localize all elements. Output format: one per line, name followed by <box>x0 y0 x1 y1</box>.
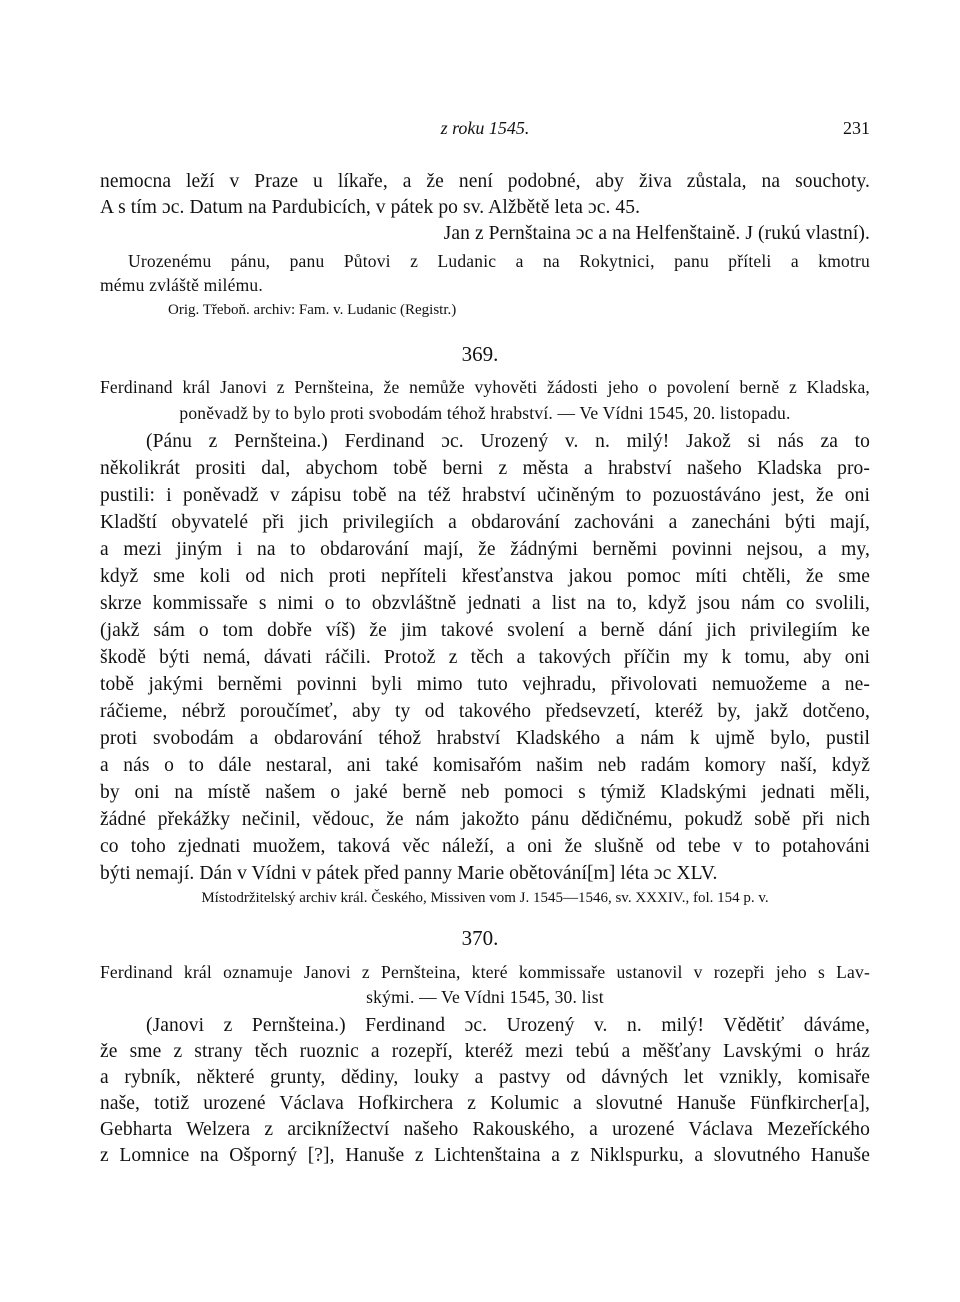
text-line: proti svobodám a obdarování téhož hrabství Kladského a nám k ujmě bylo, pustil <box>100 728 870 749</box>
text-line: býti nemají. Dán v Vídni v pátek před panny Marie obětování[m] léta ɔc XLV. <box>100 863 718 884</box>
text-line: a rybník, některé grunty, dědiny, louky a pastvy od dávných let vznikly, komisaře <box>100 1067 870 1088</box>
page-header <box>100 118 870 146</box>
text-line: Gebharta Welzera z arciknížectví našeho Rakouského, a urozené Václava Mezeříckého <box>100 1119 870 1140</box>
document-number: 370. <box>461 926 499 950</box>
text-line: a mezi jiným i na to obdarování mají, že žádnými berněmi povinni nejsou, a my, <box>100 539 870 560</box>
summary-line: Ferdinand král Janovi z Pernšteina, že nemůže vyhověti žádosti jeho o povolení berně z Kladska, <box>100 377 870 397</box>
text-line: Kladští obyvatelé při jich privilegiích a obdarování zachováni a zanecháni býti mají, <box>100 512 870 533</box>
text-line: A s tím ɔc. Datum na Pardubicích, v pátek po sv. Alžbětě leta ɔc. 45. <box>100 197 641 218</box>
source-note: Orig. Třeboň. archiv: Fam. v. Ludanic (Registr.) <box>168 302 457 318</box>
summary-line: Ferdinand král oznamuje Janovi z Pernšteina, které kommissaře ustanovil v rozepři jeho s Lav- <box>100 962 870 982</box>
address-line: Urozenému pánu, panu Půtovi z Ludanic a na Rokytnici, panu příteli a kmotru <box>128 251 870 271</box>
text-line: skrze kommissaře s nimi o to obzvláštně jednati a list na to, když jsou nám co svolili, <box>100 593 870 614</box>
text-line: (jakž sám o tom dobře víš) že jim takové svolení a berně dání jich privilegiím ke <box>100 620 870 641</box>
text-line: ráčieme, nébrž poroučímeť, aby ty od takového předsevzetí, kteréž by, jakž dotčeno, <box>100 701 870 722</box>
page-number: 231 <box>843 118 870 138</box>
text-line: (Janovi z Pernšteina.) Ferdinand ɔc. Urozený v. n. milý! Vědětiť dáváme, <box>146 1015 870 1036</box>
text-line: několikrát prositi dal, abychom tobě berni z města a hrabství našeho Kladska pro- <box>100 458 870 479</box>
text-line: když sme koli od nich proti nepříteli křesťanstva jakou pomoc míti chtěli, že sme <box>100 566 870 587</box>
signature-line: Jan z Pernštaina ɔc a na Helfenštaině. J (rukú vlastní). <box>443 223 870 244</box>
running-title: z roku 1545. <box>440 118 530 138</box>
text-line: žádné překážky nečinil, vědouc, že nám jakožto pánu dědičnému, pokudž sobě při nich <box>100 809 870 830</box>
source-note: Místodržitelský archiv král. Českého, Missiven vom J. 1545—1546, sv. XXXIV., fol. 154 p. v. <box>201 890 769 906</box>
text-line: a nás o to dále nestaral, ani také komisařóm našim neb radám komory naší, když <box>100 755 870 776</box>
text-line: nemocna leží v Praze u líkaře, a že není podobné, aby živa zůstala, na souchoty. <box>100 171 870 192</box>
address-line: mému zvláště milému. <box>100 275 263 295</box>
text-line: (Pánu z Pernšteina.) Ferdinand ɔc. Urozený v. n. milý! Jakož si nás za to <box>146 431 870 452</box>
document-number: 369. <box>461 342 499 366</box>
text-line: naše, totiž urozené Václava Hofkirchera z Kolumic a slovutné Hanuše Fünfkircher[a], <box>100 1093 870 1114</box>
summary-line: skými. — Ve Vídni 1545, 30. list <box>366 987 604 1007</box>
text-line: tobě jakými berněmi povinni byli mimo tuto vejhradu, přivolovati nemuožeme a ne- <box>100 674 870 695</box>
text-line: pustili: i poněvadž v zápisu tobě na též hrabství učiněným to pozuostáváno jest, že oni <box>100 485 870 506</box>
text-line: by oni na místě našem o jaké berně neb pomoci s týmiž Kladskými jednati měli, <box>100 782 870 803</box>
text-line: co toho zjednati muožem, taková věc náleží, a oni že slušně od tebe v to potahováni <box>100 836 870 857</box>
text-line: že sme z strany těch ruoznic a rozepří, kteréž mezi tebú a měšťany Lavskými o hráz <box>100 1041 870 1062</box>
text-line: z Lomnice na Ošporný [?], Hanuše z Lichtenštaina a z Niklspurku, a slovutného Hanuše <box>100 1145 870 1166</box>
summary-line: poněvadž by to bylo proti svobodám téhož hrabství. — Ve Vídni 1545, 20. listopadu. <box>179 403 791 423</box>
text-line: škodě býti nemá, dávati ráčili. Protož z těch a takových příčin my k tomu, aby oni <box>100 647 870 668</box>
